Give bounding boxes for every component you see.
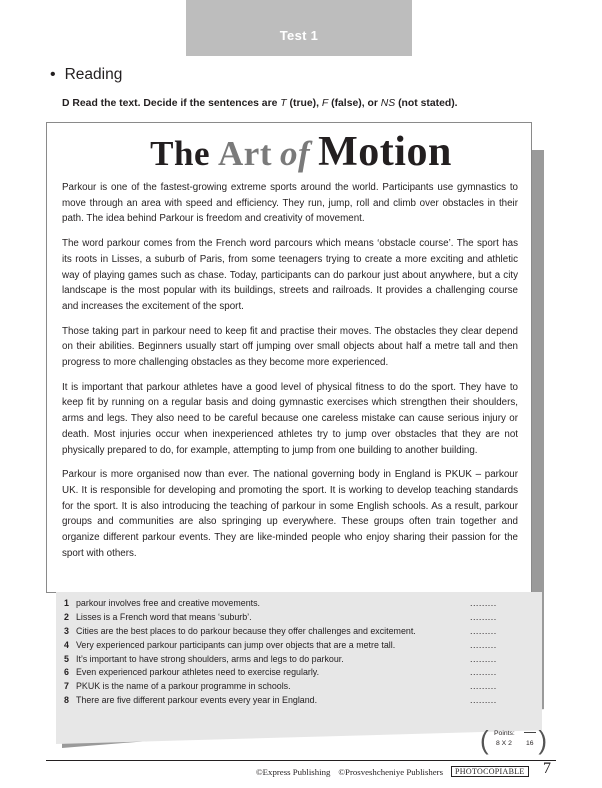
answer-blank[interactable]: ......... xyxy=(470,639,497,650)
statement-item: 2 Lisses is a French word that means ‘suburb’. ......... xyxy=(64,611,497,622)
statements-list xyxy=(64,596,496,707)
section-heading xyxy=(50,66,122,84)
article-title: The Art of Motion xyxy=(150,129,452,175)
points-label: Points: xyxy=(494,730,515,737)
paragraph: The word parkour comes from the French word parcours which means ‘obstacle course’. The sport has its roots in Lisses, a suburb of Paris, from some teenagers trying to create a more exciting and athletic way of playing games such as chase. Today, participants can do parkour just about anywhere, but a city landscape is the most popular with its buildings, streets and railroads. It provides a challenging course and increases the excitement of the sport. xyxy=(62,238,518,312)
task-instruction: D Read the text. Decide if the sentences are T (true), F (false), or NS (not stated). xyxy=(62,98,458,109)
answer-blank[interactable]: ......... xyxy=(470,695,497,706)
footer-divider xyxy=(46,760,556,761)
points-blank[interactable] xyxy=(524,732,536,733)
publisher-credit: ©Prosveshcheniye Publishers xyxy=(338,766,444,777)
statement-item: 7 PKUK is the name of a parkour programme in schools. ......... xyxy=(64,681,497,692)
paragraph: Parkour is one of the fastest-growing extreme sports around the world. Participants use gymnastics to move through an area with speed and efficiency. They run, jump, roll and climb over obstacles in their path. The idea behind Parkour is freedom and creativity of movement. xyxy=(62,182,518,225)
statement-item: 3 Cities are the best places to do parkour because they offer challenges and excitement. ......... xyxy=(64,625,497,636)
answer-blank[interactable]: ......... xyxy=(470,611,497,622)
statement-item: 4 Very experienced parkour participants can jump over objects that are a metre tall. ......... xyxy=(64,639,497,650)
page-number: 7 xyxy=(543,760,551,777)
answer-blank[interactable]: ......... xyxy=(470,667,497,678)
right-bracket-icon: ) xyxy=(538,725,547,755)
points-box xyxy=(480,725,547,755)
points-total: 16 xyxy=(526,740,534,747)
test-tab: Test 1 xyxy=(186,0,412,56)
paragraph: Those taking part in parkour need to keep fit and practise their moves. The obstacles they clear depend on their abilities. Beginners usually start off jumping over small objects about half a metre tall and then progress to more challenging obstacles as they become more experienced. xyxy=(62,325,518,369)
answer-blank[interactable]: ......... xyxy=(470,597,497,608)
statement-item: 5 It’s important to have strong shoulders, arms and legs to do parkour. ......... xyxy=(64,653,497,664)
left-bracket-icon: ( xyxy=(480,725,489,755)
photocopiable-badge: PHOTOCOPIABLE xyxy=(451,766,529,777)
answer-blank[interactable]: ......... xyxy=(470,625,497,636)
publisher-credit: ©Express Publishing xyxy=(256,766,331,777)
statement-item: 6 Even experienced parkour athletes need to exercise regularly. ......... xyxy=(64,667,497,678)
statement-item: 8 There are five different parkour events every year in England. ......... xyxy=(64,695,497,706)
bullet-icon: • xyxy=(50,66,56,83)
article-body xyxy=(62,180,518,570)
paragraph: It is important that parkour athletes have a good level of physical fitness to do the sport. They have to keep fit by running on a regular basis and doing gymnastic exercises which strengthen their shoulders, arms and legs. They also need to be careful because one careless mistake can cause serious injury or death. Most injuries occur when inexperienced athletes try to jump over obstacles that they are not physically prepared to do, for example, attempting to jump from one building to another building. xyxy=(62,381,518,456)
statement-item: 1 parkour involves free and creative movements. ......... xyxy=(64,597,497,608)
answer-blank[interactable]: ......... xyxy=(470,653,497,664)
answer-blank[interactable]: ......... xyxy=(470,681,497,692)
footer xyxy=(256,766,529,777)
paragraph: Parkour is more organised now than ever. The national governing body in England is PKUK – parkour UK. It is responsible for developing and promoting the sport. It is working to develop teaching standards for the sport. It is also introducing the teaching of parkour in some English schools. As a result, parkour groups and communities are also springing up everywhere. These groups often train together and organize different parkour events. They are like-minded people who enjoy sharing their passion for the sport with others. xyxy=(62,469,518,559)
section-title: Reading xyxy=(64,66,123,83)
points-expression: 8 X 2 xyxy=(496,740,512,747)
